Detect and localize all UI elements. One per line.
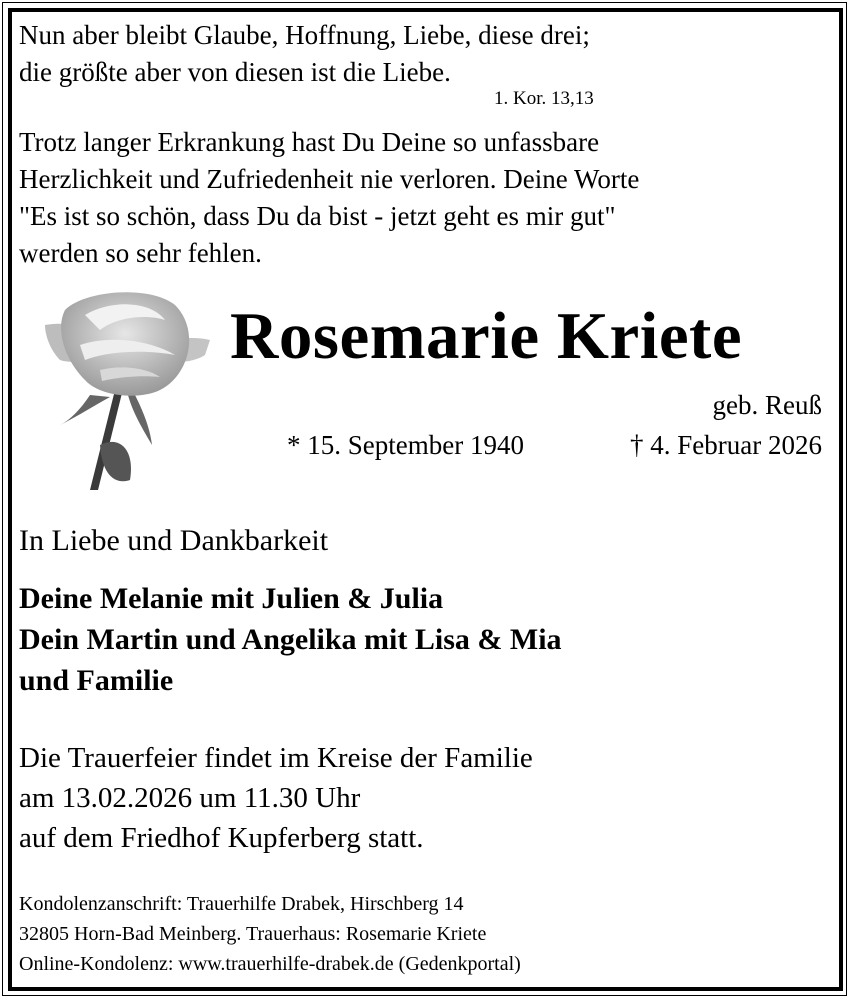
deceased-name: Rosemarie Kriete — [230, 299, 743, 373]
greeting: In Liebe und Dankbarkeit — [19, 524, 329, 557]
verse-reference: 1. Kor. 13,13 — [494, 88, 594, 109]
verse-line: Nun aber bleibt Glaube, Hoffnung, Liebe, diese drei; — [19, 20, 590, 50]
funeral-line: Die Trauerfeier findet im Kreise der Familie — [19, 742, 533, 774]
tribute-line: Trotz langer Erkrankung hast Du Deine so unfassbare — [19, 127, 600, 157]
birth-date: * 15. September 1940 — [287, 430, 524, 460]
footer-line: Online-Kondolenz: www.trauerhilfe-drabek.de (Gedenkportal) — [19, 953, 521, 975]
rose-image — [40, 285, 215, 495]
tribute-line: Herzlichkeit und Zufriedenheit nie verloren. Deine Worte — [19, 164, 640, 194]
funeral-line: am 13.02.2026 um 11.30 Uhr — [19, 782, 361, 814]
footer-line: 32805 Horn-Bad Meinberg. Trauerhaus: Rosemarie Kriete — [19, 923, 487, 945]
tribute-line: "Es ist so schön, dass Du da bist - jetzt geht es mir gut" — [19, 201, 616, 231]
mourner-line: und Familie — [19, 664, 174, 697]
mourner-line: Deine Melanie mit Julien & Julia — [19, 582, 444, 615]
death-date: † 4. Februar 2026 — [630, 430, 822, 460]
tribute-line: werden so sehr fehlen. — [19, 238, 262, 268]
verse-line: die größte aber von diesen ist die Liebe. — [19, 57, 451, 87]
footer-line: Kondolenzanschrift: Trauerhilfe Drabek, Hirschberg 14 — [19, 893, 464, 915]
maiden-name: geb. Reuß — [712, 390, 822, 420]
funeral-line: auf dem Friedhof Kupferberg statt. — [19, 822, 424, 854]
mourner-line: Dein Martin und Angelika mit Lisa & Mia — [19, 623, 562, 656]
